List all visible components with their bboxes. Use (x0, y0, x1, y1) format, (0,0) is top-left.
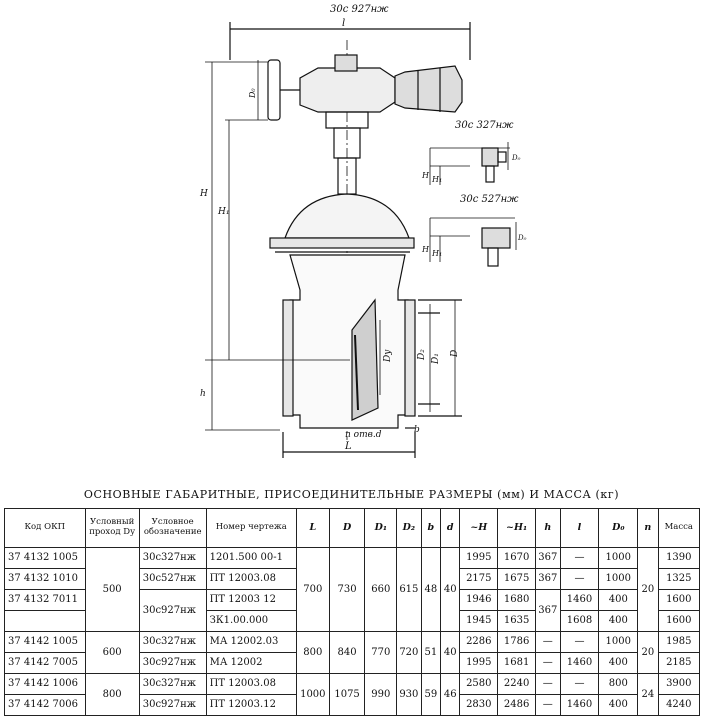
cell-H1: 2486 (498, 695, 536, 716)
cell-mass: 1985 (658, 632, 699, 653)
cell-H: 2286 (460, 632, 498, 653)
cell-h: — (536, 632, 561, 653)
cell-H1: 2240 (498, 674, 536, 695)
cell-D: 1075 (329, 674, 365, 716)
cell-D2: 930 (397, 674, 422, 716)
dim-h-big: H (200, 189, 208, 199)
cell-dy: 800 (85, 674, 139, 716)
cell-l: — (560, 569, 599, 590)
cell-drawing: ПТ 12003.08 (206, 674, 296, 695)
cell-D2: 615 (397, 548, 422, 632)
cell-drawing: ПТ 12003.12 (206, 695, 296, 716)
dim-n-d: n отв.d (345, 430, 382, 440)
table-row (5, 632, 700, 653)
cell-H: 1995 (460, 548, 498, 569)
cell-L: 700 (296, 548, 329, 632)
cell-l: 1460 (560, 695, 599, 716)
cell-l: 1608 (560, 611, 599, 632)
cell-n: 24 (638, 674, 658, 716)
cell-mass: 1390 (658, 548, 699, 569)
cell-d: 40 (441, 548, 460, 632)
cell-H1: 1681 (498, 653, 536, 674)
cell-D0: 400 (599, 611, 638, 632)
header-dy: Условный проход Dу (85, 509, 139, 548)
cell-designation: 30с527нж (139, 569, 206, 590)
cell-H: 2580 (460, 674, 498, 695)
cell-D0: 400 (599, 653, 638, 674)
dim-dy: Dy (383, 349, 393, 362)
cell-drawing: 1201.500 00-1 (206, 548, 296, 569)
dim-b: b (414, 425, 420, 435)
cell-h-merged: 367 (536, 590, 561, 632)
header-H: ~H (460, 509, 498, 548)
header-drawing: Номер чертежа (206, 509, 296, 548)
cell-drawing: ЗК1.00.000 (206, 611, 296, 632)
cell-dy: 500 (85, 548, 139, 632)
cell-l: 1460 (560, 653, 599, 674)
header-D2: D₂ (397, 509, 422, 548)
cell-D0: 1000 (599, 569, 638, 590)
cell-H1: 1635 (498, 611, 536, 632)
cell-designation: 30с327нж (139, 632, 206, 653)
header-D1: D₁ (365, 509, 397, 548)
small-h-327: H (422, 171, 429, 180)
cell-h: — (536, 653, 561, 674)
cell-h: 367 (536, 548, 561, 569)
cell-H1: 1675 (498, 569, 536, 590)
cell-l: — (560, 632, 599, 653)
small-h1-527: H₁ (432, 249, 443, 258)
cell-code: 37 4142 1005 (5, 632, 86, 653)
cell-D1: 770 (365, 632, 397, 674)
cell-drawing: ПТ 12003.08 (206, 569, 296, 590)
cell-code: 37 4132 1005 (5, 548, 86, 569)
cell-D1: 990 (365, 674, 397, 716)
label-327: 30с 327нж (455, 120, 514, 131)
cell-H: 1946 (460, 590, 498, 611)
cell-drawing: ПТ 12003 12 (206, 590, 296, 611)
header-D: D (329, 509, 365, 548)
dim-h1: H₁ (218, 207, 230, 217)
cell-designation: 30с327нж (139, 674, 206, 695)
dim-d0: D₀ (248, 88, 257, 98)
header-l: l (560, 509, 599, 548)
header-h: h (536, 509, 561, 548)
cell-code: 37 4132 1010 (5, 569, 86, 590)
cell-designation: 30с327нж (139, 548, 206, 569)
cell-H1: 1786 (498, 632, 536, 653)
cell-b: 51 (421, 632, 440, 674)
dim-d2: D₂ (417, 349, 427, 360)
cell-mass: 4240 (658, 695, 699, 716)
small-d0-527: D₀ (518, 234, 527, 242)
cell-code: 37 4142 7006 (5, 695, 86, 716)
cell-D0: 400 (599, 695, 638, 716)
cell-d: 40 (441, 632, 460, 674)
cell-D: 840 (329, 632, 365, 674)
cell-mass: 1600 (658, 611, 699, 632)
table-caption: ОСНОВНЫЕ ГАБАРИТНЫЕ, ПРИСОЕДИНИТЕЛЬНЫЕ РАЗМЕРЫ (мм) И МАССА (кг) (83, 488, 620, 501)
cell-code (5, 611, 86, 632)
table-header-row (5, 509, 700, 548)
header-mass: Масса (658, 509, 699, 548)
cell-H1: 1670 (498, 548, 536, 569)
cell-mass: 1325 (658, 569, 699, 590)
cell-b: 59 (421, 674, 440, 716)
dim-l-top: l (342, 18, 346, 29)
small-h1-327: H₁ (432, 175, 443, 184)
cell-n: 20 (638, 548, 658, 632)
table-row (5, 674, 700, 695)
header-H1: ~H₁ (498, 509, 536, 548)
small-d0-327: D₀ (512, 154, 521, 162)
cell-l: — (560, 548, 599, 569)
header-b: b (421, 509, 440, 548)
cell-D1: 660 (365, 548, 397, 632)
cell-D0: 400 (599, 590, 638, 611)
cell-L: 1000 (296, 674, 329, 716)
cell-designation: 30с927нж (139, 590, 206, 632)
cell-D2: 720 (397, 632, 422, 674)
cell-mass: 2185 (658, 653, 699, 674)
cell-H: 1945 (460, 611, 498, 632)
table-row (5, 548, 700, 569)
cell-h: — (536, 674, 561, 695)
cell-l: — (560, 674, 599, 695)
small-h-527: H (422, 245, 429, 254)
cell-D0: 1000 (599, 632, 638, 653)
dim-h-small: h (200, 389, 206, 399)
cell-L: 800 (296, 632, 329, 674)
cell-l: 1460 (560, 590, 599, 611)
cell-drawing: МА 12002.03 (206, 632, 296, 653)
cell-dy: 600 (85, 632, 139, 674)
label-top-927: 30с 927нж (330, 4, 389, 15)
cell-H: 2830 (460, 695, 498, 716)
header-D0: D₀ (599, 509, 638, 548)
cell-D0: 1000 (599, 548, 638, 569)
cell-D: 730 (329, 548, 365, 632)
dim-d: D (450, 349, 460, 357)
cell-designation: 30с927нж (139, 653, 206, 674)
cell-H: 2175 (460, 569, 498, 590)
cell-code: 37 4142 7005 (5, 653, 86, 674)
cell-b: 48 (421, 548, 440, 632)
header-n: n (638, 509, 658, 548)
cell-code: 37 4132 7011 (5, 590, 86, 611)
cell-designation: 30с927нж (139, 695, 206, 716)
dim-l-bottom: L (345, 441, 352, 452)
cell-H1: 1680 (498, 590, 536, 611)
label-527: 30с 527нж (460, 194, 519, 205)
cell-h: 367 (536, 569, 561, 590)
cell-n: 20 (638, 632, 658, 674)
header-d: d (441, 509, 460, 548)
cell-mass: 3900 (658, 674, 699, 695)
header-code: Код ОКП (5, 509, 86, 548)
cell-d: 46 (441, 674, 460, 716)
cell-h: — (536, 695, 561, 716)
cell-H: 1995 (460, 653, 498, 674)
dimensions-table (4, 508, 700, 716)
cell-code: 37 4142 1006 (5, 674, 86, 695)
cell-D0: 800 (599, 674, 638, 695)
header-designation: Условное обозначение (139, 509, 206, 548)
dim-d1: D₁ (431, 353, 441, 364)
header-L: L (296, 509, 329, 548)
cell-mass: 1600 (658, 590, 699, 611)
cell-drawing: МА 12002 (206, 653, 296, 674)
